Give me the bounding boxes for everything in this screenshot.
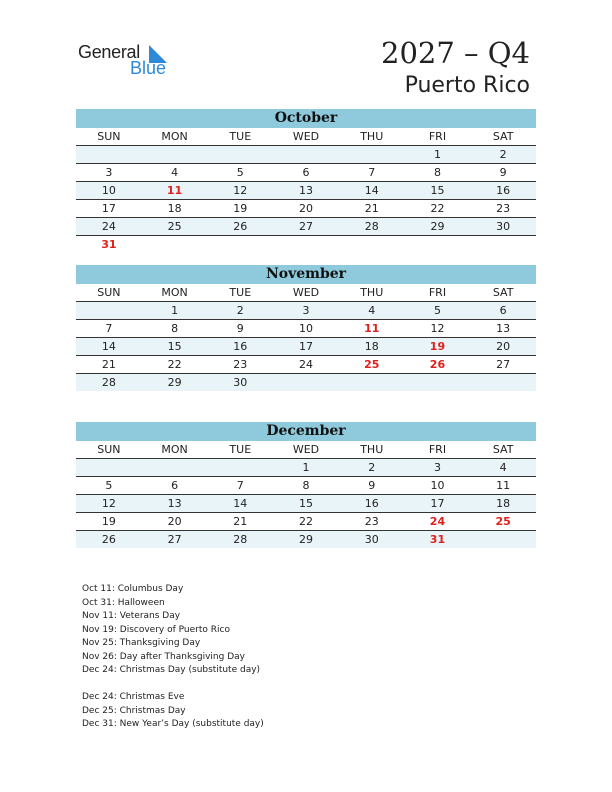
weekday-label: THU xyxy=(360,130,384,143)
day-cell: 12 xyxy=(430,322,445,335)
day-cell: 18 xyxy=(364,340,379,353)
day-cell: 24 xyxy=(299,358,314,371)
holiday-item: Dec 25: Christmas Day xyxy=(82,705,186,716)
day-cell: 15 xyxy=(167,340,182,353)
weekday-label: TUE xyxy=(229,286,252,299)
day-cell: 10 xyxy=(101,184,116,197)
day-cell: 6 xyxy=(499,304,507,317)
week-row xyxy=(76,236,536,253)
week-row xyxy=(76,182,536,200)
weekday-label: WED xyxy=(292,130,320,143)
day-cell: 29 xyxy=(430,220,445,233)
day-cell: 20 xyxy=(496,340,511,353)
week-row xyxy=(76,302,536,320)
weekday-row xyxy=(76,128,536,146)
month-october xyxy=(76,109,536,253)
day-cell: 13 xyxy=(167,497,182,510)
holiday-item xyxy=(82,678,264,692)
day-cell: 22 xyxy=(299,515,314,528)
day-cell: 25 xyxy=(364,358,380,371)
day-cell: 22 xyxy=(167,358,182,371)
weekday-label: SUN xyxy=(97,443,121,456)
day-cell: 27 xyxy=(167,533,182,546)
day-cell: 5 xyxy=(236,166,244,179)
week-row xyxy=(76,477,536,495)
day-cell xyxy=(339,146,405,163)
day-cell xyxy=(273,374,339,391)
week-row xyxy=(76,531,536,548)
day-cell xyxy=(76,146,142,163)
day-cell: 8 xyxy=(171,322,179,335)
day-cell: 30 xyxy=(233,376,248,389)
month-november xyxy=(76,265,536,391)
day-cell: 20 xyxy=(299,202,314,215)
weekday-label: SUN xyxy=(97,286,121,299)
day-cell xyxy=(470,374,536,391)
day-cell: 26 xyxy=(101,533,116,546)
weekday-label: MON xyxy=(161,443,188,456)
day-cell xyxy=(207,236,273,253)
day-cell: 14 xyxy=(101,340,116,353)
week-row xyxy=(76,459,536,477)
day-cell: 12 xyxy=(233,184,248,197)
day-cell: 16 xyxy=(233,340,248,353)
holiday-item: Dec 31: New Year’s Day (substitute day) xyxy=(82,719,264,729)
holiday-item: Nov 11: Veterans Day xyxy=(82,611,181,621)
weekday-label: WED xyxy=(292,443,320,456)
day-cell xyxy=(207,459,273,476)
month-december xyxy=(76,422,536,548)
holiday-item: Oct 11: Columbus Day xyxy=(82,584,184,594)
quarter-title: 2027 – Q4 xyxy=(381,36,530,70)
weekday-label: SUN xyxy=(97,130,121,143)
day-cell: 2 xyxy=(368,461,376,474)
day-cell: 19 xyxy=(429,340,446,353)
weekday-label: FRI xyxy=(428,286,447,299)
week-row xyxy=(76,513,536,531)
day-cell: 28 xyxy=(364,220,379,233)
month-header: November xyxy=(76,265,536,284)
weekday-row xyxy=(76,441,536,459)
week-row xyxy=(76,356,536,374)
day-cell: 10 xyxy=(299,322,314,335)
weekday-label: THU xyxy=(360,286,384,299)
day-cell xyxy=(339,374,405,391)
day-cell: 3 xyxy=(433,461,441,474)
day-cell xyxy=(273,236,339,253)
day-cell: 19 xyxy=(101,515,116,528)
day-cell: 7 xyxy=(236,479,244,492)
day-cell: 28 xyxy=(233,533,248,546)
weekday-label: MON xyxy=(161,286,188,299)
day-cell: 29 xyxy=(299,533,314,546)
day-cell: 21 xyxy=(233,515,248,528)
day-cell: 31 xyxy=(101,238,117,251)
day-cell: 2 xyxy=(499,148,507,161)
week-row xyxy=(76,495,536,513)
holiday-item: Dec 24: Christmas Day (substitute day) xyxy=(82,665,261,675)
day-cell xyxy=(339,236,405,253)
day-cell: 27 xyxy=(299,220,314,233)
day-cell: 29 xyxy=(167,376,182,389)
day-cell: 28 xyxy=(101,376,116,389)
day-cell: 21 xyxy=(364,202,379,215)
day-cell: 30 xyxy=(496,220,511,233)
day-cell: 20 xyxy=(167,515,182,528)
day-cell: 12 xyxy=(101,497,116,510)
day-cell: 7 xyxy=(368,166,376,179)
day-cell: 4 xyxy=(171,166,179,179)
weekday-label: SAT xyxy=(492,286,514,299)
holiday-item: Dec 24: Christmas Eve xyxy=(82,692,185,702)
weekday-label: TUE xyxy=(229,130,252,143)
weekday-label: TUE xyxy=(229,443,252,456)
day-cell: 31 xyxy=(429,533,446,546)
day-cell: 4 xyxy=(368,304,376,317)
weekday-label: MON xyxy=(161,130,188,143)
country-name: Puerto Rico xyxy=(404,73,530,98)
day-cell: 25 xyxy=(495,515,511,528)
logo-general-text: General xyxy=(78,42,140,62)
day-cell xyxy=(142,459,208,476)
day-cell: 17 xyxy=(299,340,314,353)
day-cell: 23 xyxy=(233,358,248,371)
day-cell: 1 xyxy=(171,304,179,317)
day-cell xyxy=(207,146,273,163)
day-cell: 8 xyxy=(302,479,310,492)
weekday-label: FRI xyxy=(428,443,447,456)
day-cell: 30 xyxy=(364,533,379,546)
day-cell: 26 xyxy=(429,358,446,371)
week-row xyxy=(76,164,536,182)
day-cell: 11 xyxy=(166,184,183,197)
day-cell: 4 xyxy=(499,461,507,474)
day-cell: 7 xyxy=(105,322,113,335)
generalblue-logo xyxy=(78,42,178,82)
day-cell: 11 xyxy=(496,479,511,492)
day-cell: 27 xyxy=(496,358,511,371)
month-header: December xyxy=(76,422,536,441)
day-cell: 8 xyxy=(433,166,441,179)
week-row xyxy=(76,320,536,338)
day-cell: 5 xyxy=(433,304,441,317)
day-cell: 15 xyxy=(299,497,314,510)
week-row xyxy=(76,374,536,391)
weekday-row xyxy=(76,284,536,302)
day-cell: 18 xyxy=(496,497,511,510)
day-cell: 2 xyxy=(236,304,244,317)
week-row xyxy=(76,200,536,218)
day-cell: 14 xyxy=(364,184,379,197)
day-cell xyxy=(405,374,471,391)
day-cell: 23 xyxy=(364,515,379,528)
holiday-item: Nov 19: Discovery of Puerto Rico xyxy=(82,624,230,635)
weekday-label: FRI xyxy=(428,130,447,143)
day-cell: 25 xyxy=(167,220,182,233)
holiday-item: Oct 31: Halloween xyxy=(82,597,165,608)
day-cell: 24 xyxy=(101,220,116,233)
day-cell: 1 xyxy=(302,461,310,474)
holiday-item: Nov 25: Thanksgiving Day xyxy=(82,638,201,648)
day-cell xyxy=(273,146,339,163)
day-cell: 21 xyxy=(101,358,116,371)
day-cell: 17 xyxy=(101,202,116,215)
day-cell: 6 xyxy=(171,479,179,492)
month-header: October xyxy=(76,109,536,128)
weekday-label: THU xyxy=(360,443,384,456)
day-cell: 3 xyxy=(105,166,113,179)
day-cell xyxy=(470,236,536,253)
day-cell xyxy=(76,302,142,319)
day-cell: 5 xyxy=(105,479,113,492)
day-cell: 1 xyxy=(433,148,441,161)
day-cell: 16 xyxy=(364,497,379,510)
holiday-list xyxy=(82,583,264,732)
day-cell: 10 xyxy=(430,479,445,492)
day-cell xyxy=(76,459,142,476)
day-cell xyxy=(142,146,208,163)
day-cell: 15 xyxy=(430,184,445,197)
week-row xyxy=(76,338,536,356)
day-cell: 13 xyxy=(299,184,314,197)
weekday-label: SAT xyxy=(492,130,514,143)
logo-blue-text: Blue xyxy=(130,58,167,78)
day-cell: 9 xyxy=(499,166,507,179)
day-cell: 13 xyxy=(496,322,511,335)
day-cell: 16 xyxy=(496,184,511,197)
day-cell: 9 xyxy=(236,322,244,335)
day-cell: 24 xyxy=(429,515,446,528)
day-cell: 14 xyxy=(233,497,248,510)
week-row xyxy=(76,146,536,164)
weekday-label: WED xyxy=(292,286,320,299)
day-cell xyxy=(470,531,536,548)
weekday-label: SAT xyxy=(492,443,514,456)
day-cell xyxy=(142,236,208,253)
day-cell xyxy=(405,236,471,253)
day-cell: 9 xyxy=(368,479,376,492)
day-cell: 23 xyxy=(496,202,511,215)
week-row xyxy=(76,218,536,236)
day-cell: 17 xyxy=(430,497,445,510)
day-cell: 11 xyxy=(364,322,380,335)
holiday-item: Nov 26: Day after Thanksgiving Day xyxy=(82,651,245,662)
day-cell: 3 xyxy=(302,304,310,317)
day-cell: 6 xyxy=(302,166,310,179)
day-cell: 22 xyxy=(430,202,445,215)
day-cell: 19 xyxy=(233,202,248,215)
day-cell: 26 xyxy=(233,220,248,233)
day-cell: 18 xyxy=(167,202,182,215)
